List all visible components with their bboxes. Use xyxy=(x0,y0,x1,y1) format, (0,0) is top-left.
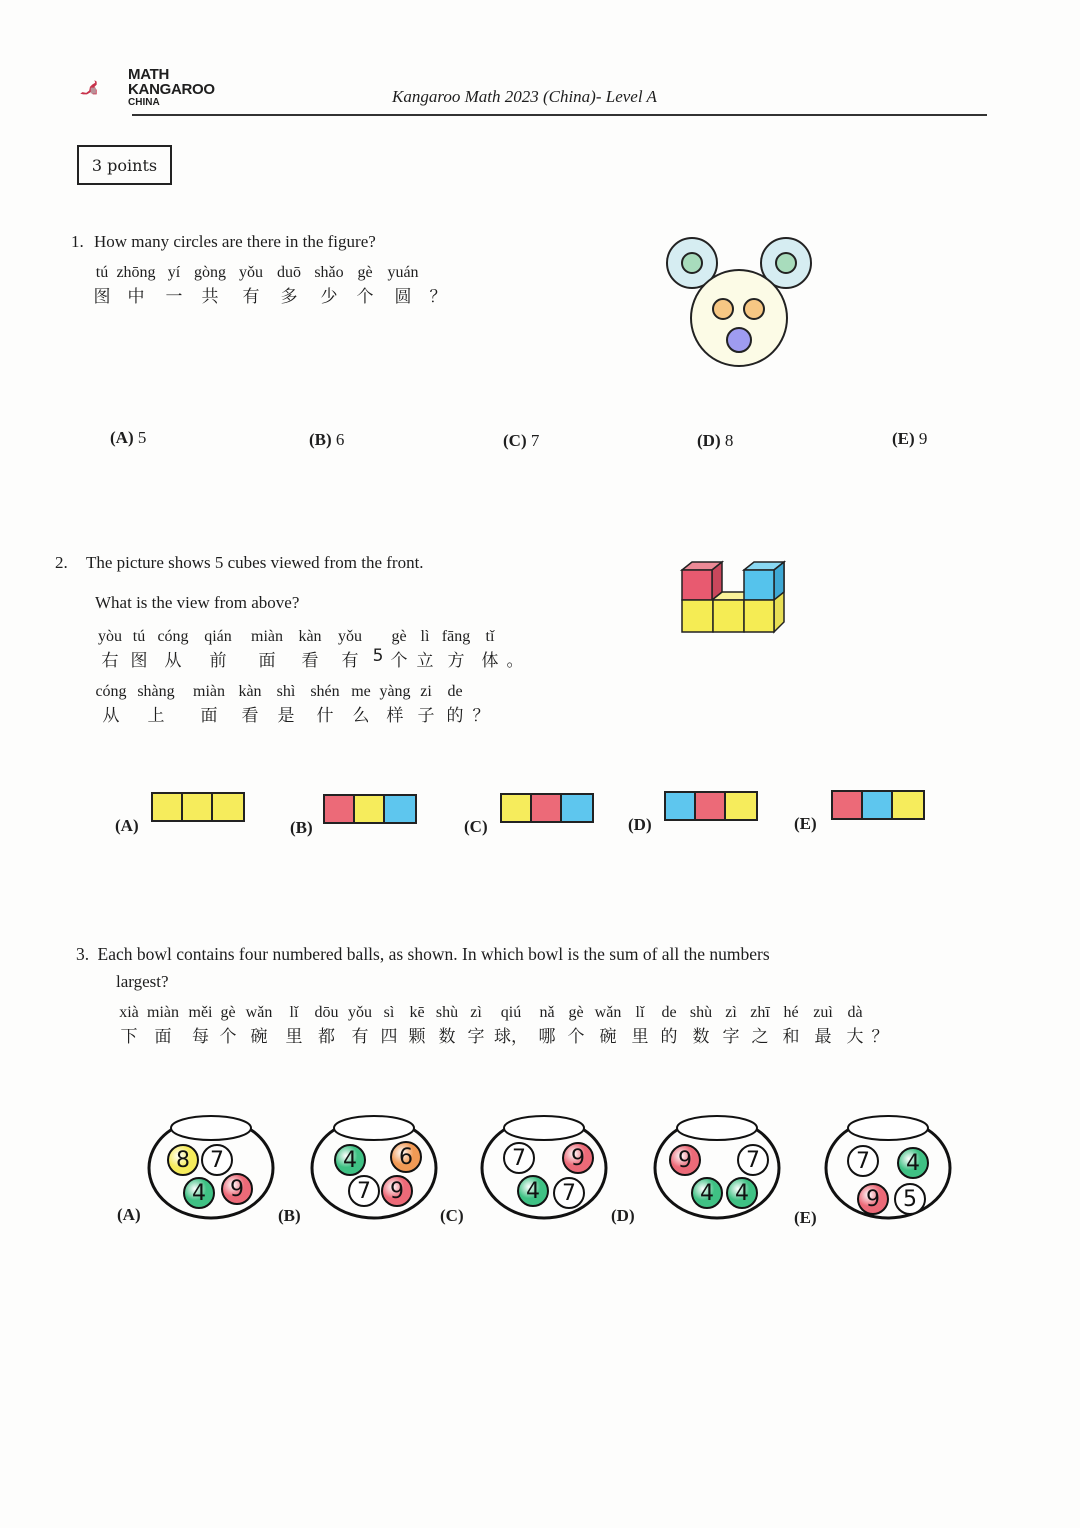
q3-option-label[interactable]: (B) xyxy=(278,1206,301,1225)
kangaroo-logo-icon xyxy=(78,66,134,110)
q1-option-c[interactable]: (C) 7 xyxy=(503,431,540,450)
option-label: (C) xyxy=(464,817,488,836)
pinyin-syllable: cóng xyxy=(157,628,189,645)
pinyin-syllable: de xyxy=(661,1004,677,1021)
option-label: (B) xyxy=(290,818,313,837)
pinyin-syllable: gè xyxy=(568,1004,584,1021)
numbered-ball: 4 xyxy=(517,1175,549,1207)
hanzi-char: 个 xyxy=(567,1027,585,1047)
yellow-square xyxy=(355,796,385,822)
hanzi-char: 球， xyxy=(494,1027,528,1047)
hanzi-char: 有 xyxy=(341,651,359,671)
pinyin-syllable xyxy=(471,683,491,701)
hanzi-char: 都 xyxy=(318,1027,335,1047)
numbered-ball: 4 xyxy=(691,1177,723,1209)
hanzi-char: 的 xyxy=(446,706,464,726)
numbered-ball: 9 xyxy=(669,1144,701,1176)
question-3-text-continued: largest? xyxy=(116,972,169,991)
question-text: Each bowl contains four numbered balls, as shown. In which bowl is the sum of all the numbers xyxy=(97,944,770,964)
hanzi-char: 个 xyxy=(219,1027,237,1047)
pinyin-row xyxy=(116,1004,890,1022)
hanzi-char: 哪 xyxy=(538,1027,556,1047)
bowl-e[interactable] xyxy=(824,1113,964,1233)
hanzi-char: 从 xyxy=(102,706,120,726)
question-2-subtext: What is the view from above? xyxy=(95,593,300,612)
numbered-ball: 5 xyxy=(894,1183,926,1215)
numbered-ball: 6 xyxy=(390,1141,422,1173)
blue-square xyxy=(385,796,415,822)
pinyin-syllable: xià xyxy=(119,1004,139,1021)
pinyin-syllable: duō xyxy=(277,264,301,281)
pinyin-syllable: kē xyxy=(409,1004,425,1021)
hanzi-char: 面 xyxy=(258,651,276,671)
pinyin-syllable: shǎo xyxy=(314,264,344,281)
hanzi-char: 有 xyxy=(242,287,260,307)
pinyin-syllable: miàn xyxy=(147,1004,179,1021)
logo-line-math: MATH xyxy=(128,66,170,83)
hanzi-char: 样 xyxy=(386,706,404,726)
numbered-ball: 4 xyxy=(726,1177,758,1209)
hanzi-char: 下 xyxy=(120,1027,138,1047)
hanzi-char: 颗 xyxy=(408,1027,426,1047)
question-3 xyxy=(76,944,770,965)
five-cubes-front-view-figure xyxy=(676,558,794,640)
pinyin-syllable: shì xyxy=(276,683,296,700)
question-2-chinese-2 xyxy=(95,683,491,726)
pinyin-syllable: lǐ xyxy=(289,1004,299,1021)
red-square xyxy=(833,792,863,818)
yellow-square xyxy=(502,795,532,821)
pinyin-syllable: yǒu xyxy=(338,628,362,645)
pinyin-syllable: qián xyxy=(204,628,232,645)
top-view-strip xyxy=(323,794,417,824)
pinyin-syllable: gè xyxy=(391,628,407,645)
q3-option-label[interactable]: (C) xyxy=(440,1206,464,1225)
question-number: 2. xyxy=(55,553,68,572)
hanzi-char: 看 xyxy=(301,651,319,671)
hanzi-char: 碗 xyxy=(599,1027,617,1047)
pinyin-syllable: yòu xyxy=(98,628,122,645)
blue-square xyxy=(863,792,893,818)
q1-option-d[interactable]: (D) 8 xyxy=(697,431,734,450)
q3-option-label[interactable]: (E) xyxy=(794,1208,817,1227)
top-view-strip xyxy=(831,790,925,820)
q3-option-label[interactable]: (D) xyxy=(611,1206,635,1225)
hanzi-char: 和 xyxy=(782,1027,800,1047)
hanzi-char: 少 xyxy=(320,287,338,307)
hanzi-char: 么 xyxy=(352,706,370,726)
question-text: How many circles are there in the figure? xyxy=(94,232,376,251)
pinyin-syllable: yí xyxy=(167,264,181,281)
pinyin-syllable: wǎn xyxy=(594,1004,622,1021)
hanzi-char: 右 xyxy=(101,651,119,671)
hanzi-row xyxy=(92,282,450,307)
bowl-d[interactable] xyxy=(653,1113,793,1233)
pinyin-syllable: dà xyxy=(847,1004,863,1021)
hanzi-char: 字 xyxy=(722,1027,740,1047)
question-1-chinese xyxy=(92,264,450,307)
hanzi-char: 图 xyxy=(93,287,111,307)
mouth-circle xyxy=(727,328,751,352)
logo-line-kangaroo: KANGAROO xyxy=(128,81,215,98)
points-section-badge: 3 points xyxy=(77,145,172,185)
hanzi-char: 圆 xyxy=(394,287,412,307)
yellow-square xyxy=(183,794,213,820)
hanzi-char: 立 xyxy=(416,651,434,671)
mouse-face-circles-figure xyxy=(660,232,820,372)
numbered-ball: 9 xyxy=(562,1142,594,1174)
hanzi-char: 体 xyxy=(481,651,499,671)
numbered-ball: 4 xyxy=(183,1177,215,1209)
pinyin-syllable: lǐ xyxy=(635,1004,645,1021)
bowl-b[interactable] xyxy=(310,1113,450,1233)
pinyin-syllable xyxy=(426,264,450,282)
pinyin-syllable: me xyxy=(351,683,371,700)
hanzi-row xyxy=(95,701,491,726)
question-2-chinese-1 xyxy=(95,628,525,671)
numbered-ball: 7 xyxy=(553,1177,585,1209)
pinyin-syllable: zhōng xyxy=(116,264,156,281)
logo-text xyxy=(128,67,215,108)
pinyin-syllable: gòng xyxy=(194,264,226,281)
numbered-ball: 7 xyxy=(201,1144,233,1176)
red-square xyxy=(696,793,726,819)
left-ear-inner-circle xyxy=(682,253,702,273)
top-view-strip xyxy=(664,791,758,821)
yellow-square xyxy=(153,794,183,820)
pinyin-syllable: shù xyxy=(435,1004,459,1021)
hanzi-char: ？ xyxy=(429,287,447,307)
hanzi-char: 中 xyxy=(127,287,145,307)
hanzi-char: 多 xyxy=(280,287,298,307)
numbered-ball: 4 xyxy=(334,1144,366,1176)
pinyin-syllable: kàn xyxy=(298,628,322,645)
yellow-square xyxy=(213,794,243,820)
q2-option-a[interactable] xyxy=(115,792,245,835)
hanzi-char: 上 xyxy=(147,706,165,726)
hanzi-char: 之 xyxy=(751,1027,769,1047)
pinyin-syllable: miàn xyxy=(193,683,225,700)
question-1 xyxy=(71,232,376,252)
hanzi-char: 共 xyxy=(201,287,219,307)
pinyin-syllable: fāng xyxy=(441,628,471,645)
right-ear-inner-circle xyxy=(776,253,796,273)
left-eye-circle xyxy=(713,299,733,319)
pinyin-syllable: lì xyxy=(420,628,430,645)
hanzi-char: 碗 xyxy=(250,1027,268,1047)
question-3-chinese xyxy=(116,1004,890,1047)
pinyin-syllable: zuì xyxy=(813,1004,833,1021)
pinyin-syllable: cóng xyxy=(95,683,127,700)
option-label: (D) xyxy=(628,815,652,834)
pinyin-syllable: kàn xyxy=(238,683,262,700)
hanzi-char: 里 xyxy=(631,1027,649,1047)
pinyin-syllable: tú xyxy=(95,264,109,281)
hanzi-char: 。 xyxy=(506,651,524,671)
blue-square xyxy=(562,795,592,821)
pinyin-syllable: zhī xyxy=(750,1004,770,1021)
pinyin-syllable: sì xyxy=(383,1004,395,1021)
pinyin-row xyxy=(92,264,450,282)
pinyin-syllable: shén xyxy=(310,683,340,700)
pinyin-syllable: gè xyxy=(357,264,373,281)
pinyin-syllable: yǒu xyxy=(239,264,263,281)
pinyin-syllable: shù xyxy=(689,1004,713,1021)
hanzi-char: 里 xyxy=(285,1027,303,1047)
pinyin-syllable xyxy=(870,1004,890,1022)
pinyin-syllable: zì xyxy=(725,1004,737,1021)
pinyin-syllable: yàng xyxy=(379,683,411,700)
q2-option-c[interactable] xyxy=(464,793,594,836)
right-eye-circle xyxy=(744,299,764,319)
numbered-ball: 7 xyxy=(348,1175,380,1207)
pinyin-syllable: wǎn xyxy=(245,1004,273,1021)
hanzi-char: 大 xyxy=(846,1027,864,1047)
q1-option-e[interactable]: (E) 9 xyxy=(892,429,928,448)
q3-option-label[interactable]: (A) xyxy=(117,1205,141,1224)
hanzi-char: 前 xyxy=(209,651,227,671)
pinyin-syllable: tǐ xyxy=(485,628,495,645)
q1-option-a[interactable]: (A) 5 xyxy=(110,428,147,447)
pinyin-syllable: zì xyxy=(470,1004,482,1021)
red-square xyxy=(532,795,562,821)
hanzi-char: 从 xyxy=(164,651,182,671)
bowl-c[interactable] xyxy=(480,1113,620,1233)
numbered-ball: 7 xyxy=(737,1144,769,1176)
numbered-ball: 9 xyxy=(381,1175,413,1207)
header-divider xyxy=(132,114,987,116)
hanzi-char: 个 xyxy=(356,287,374,307)
numbered-ball: 9 xyxy=(857,1183,889,1215)
hanzi-char: 四 xyxy=(380,1027,398,1047)
hanzi-char: 最 xyxy=(814,1027,832,1047)
top-view-strip xyxy=(500,793,594,823)
question-number: 1. xyxy=(71,232,84,251)
question-number: 3. xyxy=(76,944,90,964)
pinyin-syllable: zi xyxy=(420,683,432,700)
hanzi-char: 每 xyxy=(192,1027,209,1047)
hanzi-char: 是 xyxy=(277,706,295,726)
hanzi-char: 有 xyxy=(351,1027,369,1047)
pinyin-syllable xyxy=(371,628,385,646)
hanzi-row xyxy=(95,646,525,671)
option-label: (E) xyxy=(794,814,817,833)
hanzi-char: 图 xyxy=(130,651,148,671)
hanzi-char: 面 xyxy=(200,706,218,726)
pinyin-syllable xyxy=(505,628,525,646)
hanzi-char: 数 xyxy=(438,1027,456,1047)
yellow-square xyxy=(893,792,923,818)
pinyin-syllable: tú xyxy=(132,628,146,645)
pinyin-syllable: miàn xyxy=(251,628,283,645)
hanzi-char: 个 xyxy=(390,651,408,671)
pinyin-syllable: yuán xyxy=(387,264,419,281)
numbered-ball: 7 xyxy=(503,1142,535,1174)
hanzi-char: ？ xyxy=(871,1027,889,1047)
question-2 xyxy=(55,553,424,573)
pinyin-row xyxy=(95,683,491,701)
option-label: (A) xyxy=(115,816,139,835)
blue-square xyxy=(666,793,696,819)
yellow-square xyxy=(726,793,756,819)
q2-option-e[interactable] xyxy=(794,790,925,833)
numbered-ball: 9 xyxy=(221,1173,253,1205)
page-title: Kangaroo Math 2023 (China)- Level A xyxy=(392,87,657,106)
top-view-strip xyxy=(151,792,245,822)
pinyin-syllable: měi xyxy=(188,1004,213,1021)
hanzi-char: 5 xyxy=(372,646,384,666)
pinyin-syllable: qiú xyxy=(500,1004,522,1021)
hanzi-char: ？ xyxy=(472,706,490,726)
logo-line-china: CHINA xyxy=(128,97,160,108)
pinyin-row xyxy=(95,628,525,646)
hanzi-char: 什 xyxy=(316,706,334,726)
hanzi-char: 数 xyxy=(692,1027,710,1047)
numbered-ball: 4 xyxy=(897,1147,929,1179)
pinyin-syllable: yǒu xyxy=(348,1004,372,1021)
hanzi-char: 子 xyxy=(417,706,435,726)
q2-option-d[interactable] xyxy=(628,791,758,834)
numbered-ball: 7 xyxy=(847,1145,879,1177)
pinyin-syllable: gè xyxy=(220,1004,236,1021)
q2-option-b[interactable] xyxy=(290,794,417,837)
pinyin-syllable: de xyxy=(447,683,463,700)
hanzi-char: 字 xyxy=(467,1027,485,1047)
hanzi-char: 方 xyxy=(447,651,465,671)
hanzi-char: 一 xyxy=(165,287,183,307)
red-square xyxy=(325,796,355,822)
numbered-ball: 8 xyxy=(167,1144,199,1176)
pinyin-syllable: hé xyxy=(783,1004,799,1021)
question-text: The picture shows 5 cubes viewed from the front. xyxy=(86,553,424,572)
pinyin-syllable: shàng xyxy=(137,683,175,700)
hanzi-row xyxy=(116,1022,890,1047)
hanzi-char: 面 xyxy=(154,1027,172,1047)
pinyin-syllable: nǎ xyxy=(539,1004,555,1021)
pinyin-syllable: dōu xyxy=(314,1004,339,1021)
hanzi-char: 看 xyxy=(241,706,259,726)
q1-option-b[interactable]: (B) 6 xyxy=(309,430,345,449)
hanzi-char: 的 xyxy=(660,1027,678,1047)
